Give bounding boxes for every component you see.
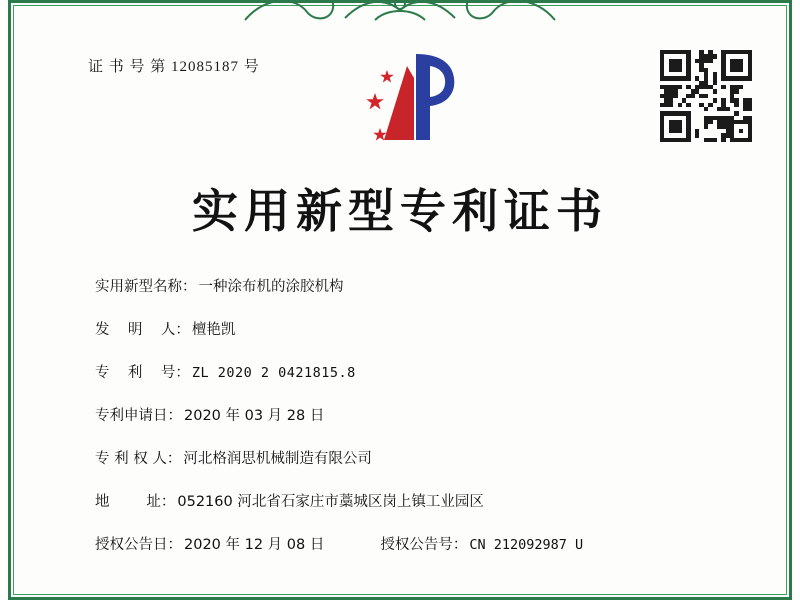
field-value: 河北格润思机械制造有限公司 — [183, 451, 372, 467]
field-value: 一种涂布机的涂胶机构 — [198, 279, 344, 295]
field-row — [95, 404, 740, 425]
certificate-fields — [95, 275, 740, 554]
field-label: 专 利 权 人： — [95, 451, 182, 467]
field-label: 发 明 人： — [95, 322, 190, 338]
field-row — [95, 361, 740, 382]
field-row — [95, 447, 740, 468]
field-label: 实用新型名称： — [95, 279, 197, 295]
grant-number-label: 授权公告号： — [380, 537, 468, 553]
certificate-number: 证 书 号 第 12085187 号 — [88, 59, 260, 75]
grant-number — [380, 533, 583, 554]
field-label: 专 利 号： — [95, 365, 190, 381]
page-title: 实用新型专利证书 — [192, 184, 608, 238]
grant-number-value: CN 212092987 U — [469, 537, 584, 553]
top-scroll-ornament-icon — [235, 0, 565, 24]
field-label: 地 址： — [95, 494, 176, 510]
field-row — [95, 318, 740, 339]
field-row — [95, 275, 740, 296]
patent-office-emblem-icon — [344, 48, 464, 148]
grant-date — [95, 533, 324, 554]
field-row — [95, 490, 740, 511]
field-value: 052160 河北省石家庄市藁城区岗上镇工业园区 — [177, 494, 484, 510]
field-value: 檀艳凯 — [191, 322, 236, 338]
footer-row — [95, 533, 740, 554]
grant-date-value: 2020 年 12 月 08 日 — [184, 537, 325, 553]
field-value: ZL 2020 2 0421815.8 — [191, 365, 356, 381]
grant-date-label: 授权公告日： — [95, 537, 182, 553]
field-label: 专利申请日： — [95, 408, 182, 424]
qr-code — [660, 50, 752, 142]
field-value: 2020 年 03 月 28 日 — [184, 408, 325, 424]
